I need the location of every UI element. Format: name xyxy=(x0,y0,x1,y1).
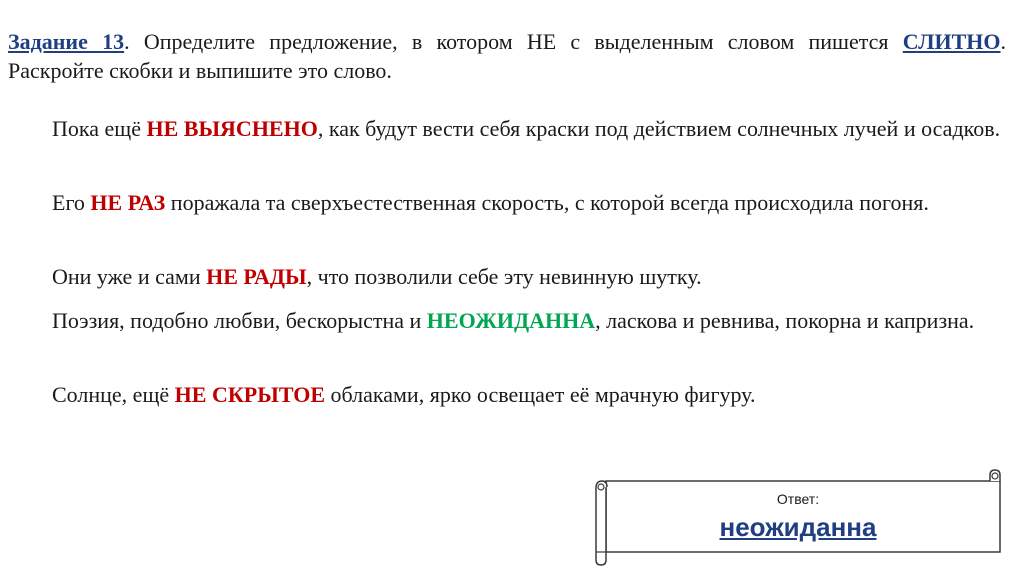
sentence-4-after: , ласкова и ревнива, покорна и капризна. xyxy=(595,308,975,333)
sentence-2-after: поражала та сверхъестественная скорость, с которой всегда происходила погоня. xyxy=(165,190,929,215)
task-dot: . xyxy=(124,29,130,54)
answer-value: неожиданна xyxy=(719,512,877,542)
task-text-after: . Раскройте скобки и выпишите это слово. xyxy=(8,29,1006,83)
task-text-before: Определите предложение, в котором НЕ с выделенным словом пишется xyxy=(129,29,903,54)
sentence-1 xyxy=(21,113,1003,144)
sentence-3-after: , что позволили себе эту невинную шутку. xyxy=(306,264,702,289)
sentence-5-before: Солнце, ещё xyxy=(52,382,175,407)
sentence-1-highlight: НЕ ВЫЯСНЕНО xyxy=(146,116,318,141)
task-keyword: СЛИТНО xyxy=(902,29,1001,54)
sentence-2-before: Его xyxy=(52,190,91,215)
sentence-3 xyxy=(21,261,1003,292)
sentence-1-before: Пока ещё xyxy=(52,116,147,141)
sentence-4-highlight: НЕОЖИДАННА xyxy=(426,308,596,333)
sentence-5-highlight: НЕ СКРЫТОЕ xyxy=(174,382,325,407)
sentence-4 xyxy=(21,305,1003,336)
sentence-2-highlight: НЕ РАЗ xyxy=(90,190,166,215)
sentence-5-after: облаками, ярко освещает её мрачную фигуру. xyxy=(325,382,756,407)
task-label: Задание 13 xyxy=(8,29,125,54)
answer-scroll xyxy=(590,468,1006,566)
sentence-4-before: Поэзия, подобно любви, бескорыстна и xyxy=(52,308,427,333)
answer-label: Ответ: xyxy=(776,491,820,507)
task-statement xyxy=(8,27,1006,85)
sentence-3-before: Они уже и сами xyxy=(52,264,207,289)
sentence-5 xyxy=(21,379,1003,410)
sentence-1-after: , как будут вести себя краски под действием солнечных лучей и осадков. xyxy=(317,116,1001,141)
sentence-3-highlight: НЕ РАДЫ xyxy=(206,264,307,289)
sentence-2 xyxy=(21,187,1003,218)
